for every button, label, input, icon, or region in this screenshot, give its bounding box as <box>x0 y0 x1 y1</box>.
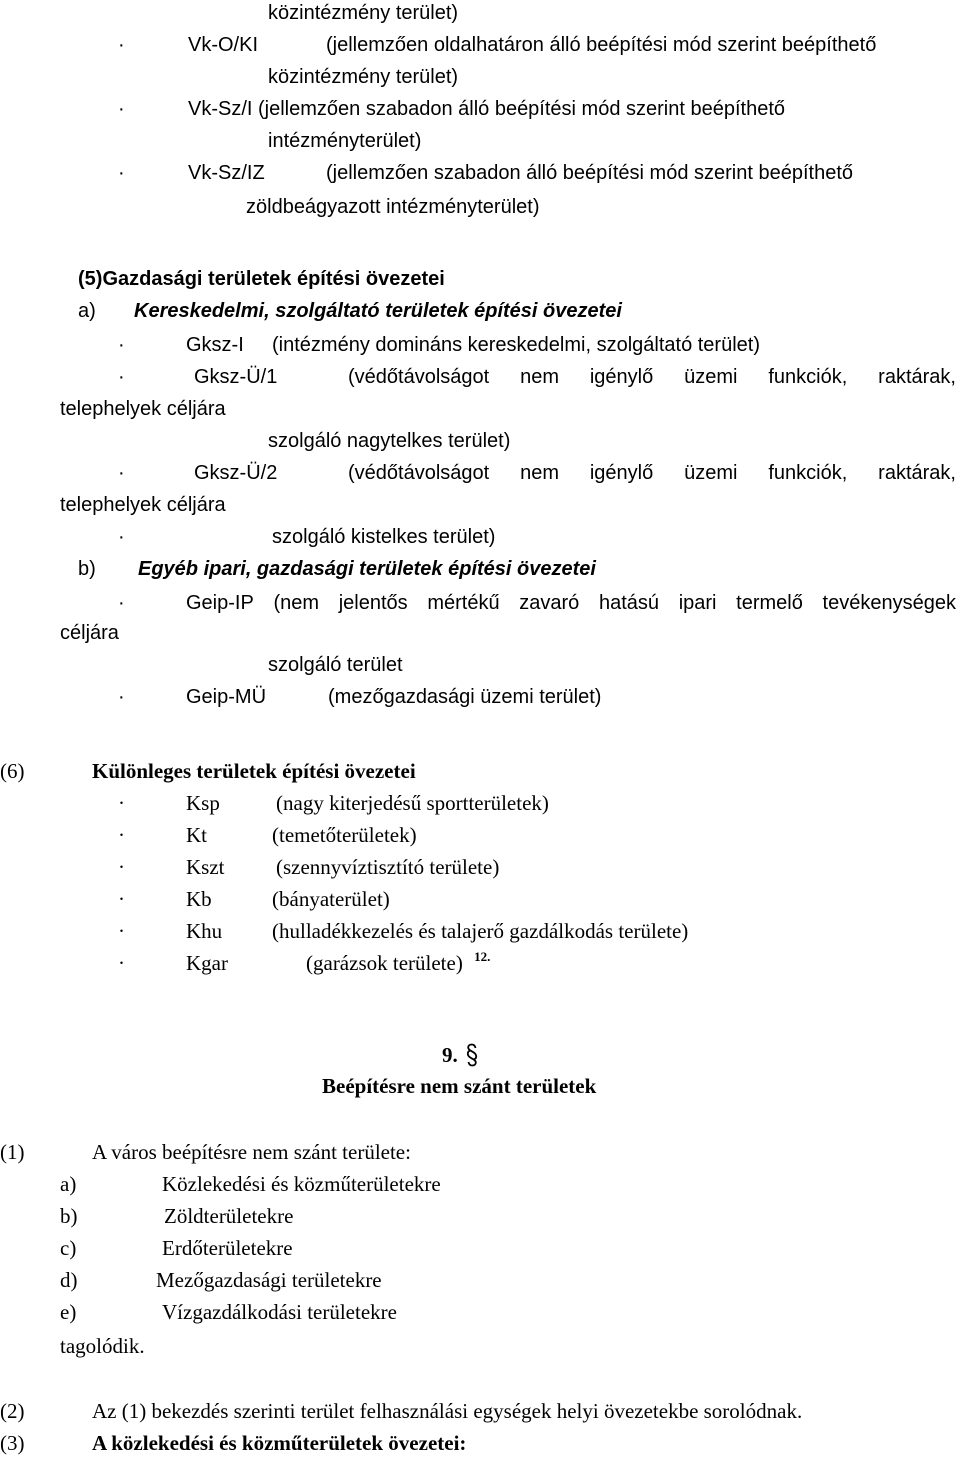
list-item-e: Vízgazdálkodási területekre <box>162 1300 397 1324</box>
zone-description-justified <box>348 364 956 390</box>
zone-description-justified <box>348 460 956 486</box>
zone-code-ksp: Ksp <box>186 791 220 815</box>
list-item-b: Zöldterületekre <box>164 1204 294 1228</box>
zone-code-kszt: Kszt <box>186 855 225 879</box>
word: ipari <box>678 592 717 614</box>
zone-description: (bányaterület) <box>272 887 390 911</box>
word: (védőtávolságot <box>348 366 490 388</box>
list-bullet: · <box>118 162 125 184</box>
zone-code-khu: Khu <box>186 919 223 943</box>
zone-description: (szennyvíztisztító területe) <box>276 855 500 879</box>
zone-code-geip-mu: Geip-MÜ <box>186 686 267 708</box>
subsection-label-b: b) <box>78 558 96 580</box>
list-bullet: · <box>118 951 125 975</box>
list-label-c: c) <box>60 1236 77 1260</box>
word: tevékenységek <box>822 592 956 614</box>
list-bullet: · <box>118 791 125 815</box>
word: igénylő <box>589 366 654 388</box>
continuation-line: közintézmény terület) <box>268 66 459 88</box>
subsection-number-3: (3) <box>0 1431 25 1455</box>
subsection-title-b: Egyéb ipari, gazdasági területek építési övezetei <box>138 558 596 580</box>
list-item-c: Erdőterületekre <box>162 1236 293 1260</box>
zone-description-text: (garázsok területe) <box>306 951 463 975</box>
subsection-label-a: a) <box>78 300 96 322</box>
zone-description: (temetőterületek) <box>272 823 417 847</box>
paragraph-number <box>442 1042 479 1068</box>
section-sign-icon <box>465 1042 479 1068</box>
zone-code-gksz-u1: Gksz-Ü/1 <box>194 366 278 388</box>
list-label-b: b) <box>60 1204 78 1228</box>
section-heading-6: Különleges területek építési övezetei <box>92 759 416 783</box>
word: (védőtávolságot <box>348 462 490 484</box>
list-bullet: · <box>118 334 125 356</box>
zone-description: (mezőgazdasági üzemi terület) <box>328 686 602 708</box>
section-number-6: (6) <box>0 759 25 783</box>
continuation-line: intézményterület) <box>268 130 422 152</box>
subsection-title-a: Kereskedelmi, szolgáltató területek építési övezetei <box>134 300 622 322</box>
footnote-reference: 12. <box>474 949 491 964</box>
list-bullet: · <box>118 34 125 56</box>
list-bullet: · <box>118 592 125 614</box>
word: funkciók, <box>768 366 848 388</box>
subsection-text-3: A közlekedési és közműterületek övezetei: <box>92 1431 467 1455</box>
zone-code-kb: Kb <box>186 887 212 911</box>
zone-code-vk-sz-iz: Vk-Sz/IZ <box>188 162 265 184</box>
list-bullet: · <box>118 887 125 911</box>
list-bullet: · <box>118 526 125 548</box>
zone-description: (intézmény domináns kereskedelmi, szolgáltató terület) <box>272 334 760 356</box>
zone-code-vk-o-ki: Vk-O/KI <box>188 34 259 56</box>
subsection-text-2: Az (1) bekezdés szerinti terület felhasználási egységek helyi övezetekbe sorolódnak. <box>92 1399 803 1423</box>
zone-code-kgar: Kgar <box>186 951 228 975</box>
word: nem <box>520 366 559 388</box>
list-bullet: · <box>118 855 125 879</box>
word: zavaró <box>519 592 580 614</box>
list-bullet: · <box>118 462 125 484</box>
list-item-d: Mezőgazdasági területekre <box>156 1268 382 1292</box>
continuation-line: telephelyek céljára <box>60 398 226 420</box>
list-item-a: Közlekedési és közműterületekre <box>162 1172 441 1196</box>
list-label-a: a) <box>60 1172 77 1196</box>
word: raktárak, <box>878 462 956 484</box>
continuation-line: szolgáló nagytelkes terület) <box>268 430 511 452</box>
zone-code-gksz-u2: Gksz-Ü/2 <box>194 462 278 484</box>
list-bullet: · <box>118 823 125 847</box>
closing-text: tagolódik. <box>60 1334 145 1358</box>
word: hatású <box>598 592 660 614</box>
zone-description: (hulladékkezelés és talajerő gazdálkodás területe) <box>272 919 689 943</box>
word: termelő <box>736 592 803 614</box>
zone-item-geip-ip-justified <box>186 590 956 616</box>
word: funkciók, <box>768 462 848 484</box>
word: jelentős <box>338 592 408 614</box>
zone-code-kt: Kt <box>186 823 207 847</box>
subsection-text-1: A város beépítésre nem szánt területe: <box>92 1140 411 1164</box>
zone-code-gksz-i: Gksz-I <box>186 334 244 356</box>
zone-item-vk-sz-i: Vk-Sz/I (jellemzően szabadon álló beépítési mód szerint beépíthető <box>188 98 786 120</box>
paragraph-number-text: 9. <box>442 1043 458 1067</box>
continuation-line: szolgáló terület <box>268 654 403 676</box>
list-bullet: · <box>118 686 125 708</box>
word: mértékű <box>427 592 500 614</box>
continuation-line: telephelyek céljára <box>60 494 226 516</box>
word: raktárak, <box>878 366 956 388</box>
word: üzemi <box>684 366 738 388</box>
zone-description: (nagy kiterjedésű sportterületek) <box>276 791 549 815</box>
word: (nem <box>273 592 320 614</box>
list-label-d: d) <box>60 1268 78 1292</box>
subsection-number-2: (2) <box>0 1399 25 1423</box>
word: nem <box>520 462 559 484</box>
zone-description <box>306 950 490 979</box>
list-label-e: e) <box>60 1300 77 1324</box>
list-bullet: · <box>118 366 125 388</box>
section-heading-5: (5)Gazdasági területek építési övezetei <box>78 268 445 290</box>
word: Geip-IP <box>186 592 254 614</box>
zone-description: (jellemzően oldalhatáron álló beépítési mód szerint beépíthető <box>326 34 877 56</box>
continuation-line: zöldbeágyazott intézményterület) <box>246 196 540 218</box>
subsection-number-1: (1) <box>0 1140 25 1164</box>
word: igénylő <box>589 462 654 484</box>
continuation-line: céljára <box>60 622 119 644</box>
continuation-line: szolgáló kistelkes terület) <box>272 526 496 548</box>
continuation-line: közintézmény terület) <box>268 2 459 24</box>
paragraph-title: Beépítésre nem szánt területek <box>322 1074 597 1098</box>
list-bullet: · <box>118 919 125 943</box>
list-bullet: · <box>118 98 125 120</box>
zone-description: (jellemzően szabadon álló beépítési mód szerint beépíthető <box>326 162 853 184</box>
word: üzemi <box>684 462 738 484</box>
